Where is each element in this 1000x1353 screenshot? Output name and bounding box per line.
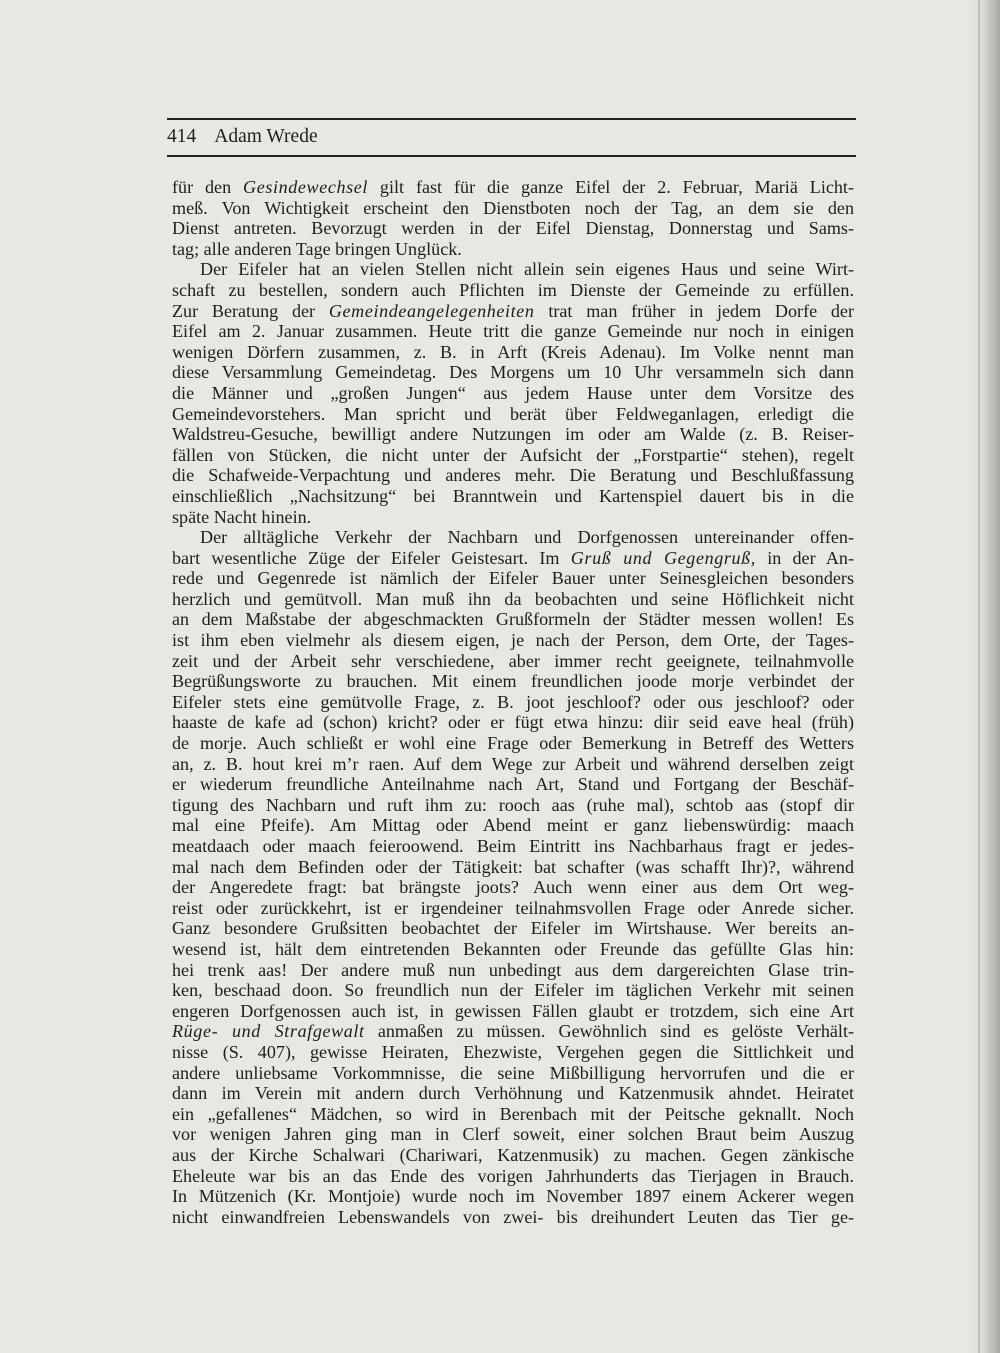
text-line <box>172 1001 854 1022</box>
text-segment: Eheleute war bis an das Ende des vorigen Jahrhunderts das Tierjagen in Brauch. <box>172 1165 854 1186</box>
text-line <box>172 280 854 301</box>
text-line <box>172 836 854 857</box>
text-line <box>172 960 854 981</box>
author-name: Adam Wrede <box>214 126 318 147</box>
text-line <box>172 383 854 404</box>
text-line <box>172 218 854 239</box>
text-segment: meß. Von Wichtigkeit erscheint den Dienstboten noch der Tag, an dem sie den <box>172 197 854 218</box>
text-segment: fällen von Stücken, die nicht unter der Aufsicht der „Forstpartie“ stehen), regelt <box>172 444 854 465</box>
text-line <box>172 1166 854 1187</box>
text-segment: wenigen Dörfern zusammen, z. B. in Arft (Kreis Adenau). Im Volke nennt man <box>172 341 854 362</box>
text-segment: Dienst antreten. Bevorzugt werden in der Eifel Dienstag, Donnerstag und Sams- <box>172 218 854 239</box>
text-segment: Waldstreu-Gesuche, bewilligt andere Nutzungen im oder am Walde (z. B. Reiser- <box>172 424 854 445</box>
text-segment: bart wesentliche Züge der Eifeler Geistesart. Im <box>172 547 571 568</box>
text-line <box>172 404 854 425</box>
text-segment: schaft zu bestellen, sondern auch Pflichten im Dienste der Gemeinde zu erfüllen. <box>172 279 854 300</box>
text-segment: dann im Verein mit andern durch Verhöhnung und Katzenmusik ahndet. Heiratet <box>172 1083 854 1104</box>
text-segment: hei trenk aas! Der andere muß nun unbedingt aus dem dargereichten Glase trin- <box>172 959 854 980</box>
text-segment: ist ihm eben vielmehr als diesem eigen, je nach der Person, dem Orte, der Tages- <box>172 630 854 651</box>
text-line <box>172 548 854 569</box>
running-head <box>167 124 318 150</box>
emphasized-term: Gemeindeangelegenheiten <box>328 300 535 321</box>
text-line <box>172 198 854 219</box>
page-gutter-shadow <box>966 0 1000 1353</box>
text-segment: nisse (S. 407), gewisse Heiraten, Ehezwiste, Vergehen gegen die Sittlichkeit und <box>172 1041 854 1062</box>
text-line <box>172 259 854 280</box>
text-segment: tigung des Nachbarn und ruft ihm zu: rooch aas (ruhe mal), schtob aas (stopf dir <box>172 794 854 815</box>
emphasized-term: Gesindewechsel <box>243 177 369 197</box>
text-segment: in der An- <box>755 547 854 568</box>
header-rule <box>167 155 856 157</box>
text-line <box>172 445 854 466</box>
text-segment: Begrüßungsworte zu brauchen. Mit einem freundlichen joode morje verbindet der <box>172 671 854 692</box>
text-segment: tag; alle anderen Tage bringen Unglück. <box>172 238 462 259</box>
text-line <box>172 671 854 692</box>
text-line <box>172 712 854 733</box>
page-edge <box>978 0 980 1353</box>
text-segment: de morje. Auch schließt er wohl eine Frage oder Bemerkung in Betreff des Wetters <box>172 733 854 754</box>
text-line <box>172 651 854 672</box>
text-segment: wesend ist, hält dem eintretenden Bekannten oder Freunde das gefüllte Glas hin: <box>172 938 854 959</box>
text-segment: Ganz besondere Grußsitten beobachtet der Eifeler im Wirtshause. Wer bereits an- <box>172 918 854 939</box>
text-segment: andere unliebsame Vorkommnisse, die seine Mißbilligung hervorrufen und die er <box>172 1062 854 1083</box>
page-number: 414 <box>167 126 197 147</box>
body-text <box>172 177 854 1227</box>
emphasized-term: Gruß und Gegengruß, <box>570 547 756 568</box>
text-line <box>172 795 854 816</box>
text-segment: Eifel am 2. Januar zusammen. Heute tritt die ganze Gemeinde nur noch in einigen <box>172 321 854 342</box>
text-segment: mal nach dem Befinden oder der Tätigkeit: bat schafter (was schafft Ihr)?, während <box>172 856 854 877</box>
top-rule <box>167 118 856 120</box>
text-line <box>172 486 854 507</box>
text-segment: der Angeredete fragt: bat brängste joots? Auch wenn einer aus dem Ort weg- <box>172 877 854 898</box>
text-segment: diese Versammlung Gemeindetag. Des Morgens um 10 Uhr versammeln sich dann <box>172 362 854 383</box>
text-line <box>172 774 854 795</box>
text-line <box>172 589 854 610</box>
text-line <box>172 918 854 939</box>
text-segment: reist oder zurückkehrt, ist er irgendeiner teilnahmsvollen Frage oder Anrede sicher. <box>172 897 854 918</box>
text-line <box>172 239 854 260</box>
text-segment: Zur Beratung der <box>172 300 329 321</box>
text-line <box>172 1021 854 1042</box>
text-line <box>172 1063 854 1084</box>
text-line <box>172 1083 854 1104</box>
text-line <box>172 1207 854 1228</box>
text-segment: er wiederum freundliche Anteilnahme nach Art, Stand und Fortgang der Beschäf- <box>172 774 854 795</box>
emphasized-term: Rüge- und Strafgewalt <box>172 1021 365 1042</box>
text-line <box>172 568 854 589</box>
text-segment: Der alltägliche Verkehr der Nachbarn und Dorfgenossen untereinander offen- <box>200 527 854 548</box>
text-line <box>172 980 854 1001</box>
text-line <box>172 465 854 486</box>
text-segment: ken, beschaad doon. So freundlich nun der Eifeler im täglichen Verkehr mit seinen <box>172 980 854 1001</box>
text-segment: späte Nacht hinein. <box>172 506 312 527</box>
text-line <box>172 424 854 445</box>
text-line <box>172 1145 854 1166</box>
text-line <box>172 362 854 383</box>
text-segment: herzlich und gemütvoll. Man muß ihn da beobachten und seine Höflichkeit nicht <box>172 588 854 609</box>
text-segment: einschließlich „Nachsitzung“ bei Branntwein und Kartenspiel dauert bis in die <box>172 485 854 506</box>
text-line <box>172 321 854 342</box>
text-line <box>172 1186 854 1207</box>
text-line <box>172 877 854 898</box>
text-segment: nicht einwandfreien Lebenswandels von zwei- bis dreihundert Leuten das Tier ge- <box>172 1206 854 1227</box>
text-segment: anmaßen zu müssen. Gewöhnlich sind es gelöste Verhält- <box>364 1021 854 1042</box>
text-line <box>172 857 854 878</box>
text-segment: gilt fast für die ganze Eifel der 2. Februar, Mariä Licht- <box>368 177 854 197</box>
text-line <box>172 692 854 713</box>
text-line <box>172 342 854 363</box>
text-segment: die Männer und „großen Jungen“ aus jedem Hause unter dem Vorsitze des <box>172 382 854 403</box>
text-segment: Gemeindevorstehers. Man spricht und berät über Feldweganlagen, erledigt die <box>172 403 854 424</box>
text-line <box>172 898 854 919</box>
text-line <box>172 301 854 322</box>
text-segment: haaste de kafe ad (schon) kricht? oder er fügt etwa hinzu: diir seid eave heal (früh) <box>172 712 854 733</box>
text-segment: zeit und der Arbeit sehr verschiedene, aber immer recht geeignete, teilnahmvolle <box>172 650 854 671</box>
text-segment: an dem Maßstabe der abgeschmackten Grußformeln der Städter messen wollen! Es <box>172 609 854 630</box>
text-segment: Der Eifeler hat an vielen Stellen nicht allein sein eigenes Haus und seine Wirt- <box>200 259 854 280</box>
text-segment: ein „gefallenes“ Mädchen, so wird in Berenbach mit der Peitsche geknallt. Noch <box>172 1103 854 1124</box>
text-line <box>172 177 854 198</box>
text-line <box>172 1042 854 1063</box>
text-line <box>172 609 854 630</box>
text-line <box>172 1124 854 1145</box>
text-line <box>172 939 854 960</box>
text-segment: an, z. B. hout krei m’r raen. Auf dem Wege zur Arbeit und während derselben zeigt <box>172 753 854 774</box>
text-segment: engeren Dorfgenossen auch ist, in gewissen Fällen glaubt er trotzdem, sich eine Art <box>172 1000 854 1021</box>
text-segment: für den <box>172 177 244 197</box>
text-line <box>172 754 854 775</box>
text-line <box>172 527 854 548</box>
text-segment: die Schafweide-Verpachtung und anderes mehr. Die Beratung und Beschlußfassung <box>172 465 854 486</box>
text-segment: vor wenigen Jahren ging man in Clerf soweit, einer solchen Braut beim Auszug <box>172 1124 854 1145</box>
text-line <box>172 507 854 528</box>
text-line <box>172 733 854 754</box>
text-line <box>172 630 854 651</box>
text-segment: Eifeler stets eine gemütvolle Frage, z. B. joot jeschloof? oder ous jeschloof? oder <box>172 691 854 712</box>
text-segment: meatdaach oder maach feieroowend. Beim Eintritt ins Nachbarhaus fragt er jedes- <box>172 836 854 856</box>
text-segment: rede und Gegenrede ist nämlich der Eifeler Bauer unter Seinesgleichen besonders <box>172 568 854 589</box>
text-segment: aus der Kirche Schalwari (Chariwari, Katzenmusik) zu machen. Gegen zänkische <box>172 1144 854 1165</box>
text-segment: mal eine Pfeife). Am Mittag oder Abend meint er ganz liebenswürdig: maach <box>172 815 854 836</box>
text-line <box>172 1104 854 1125</box>
text-segment: In Mützenich (Kr. Montjoie) wurde noch im November 1897 einem Ackerer wegen <box>172 1186 854 1207</box>
text-line <box>172 815 854 836</box>
text-segment: trat man früher in jedem Dorfe der <box>534 300 854 321</box>
